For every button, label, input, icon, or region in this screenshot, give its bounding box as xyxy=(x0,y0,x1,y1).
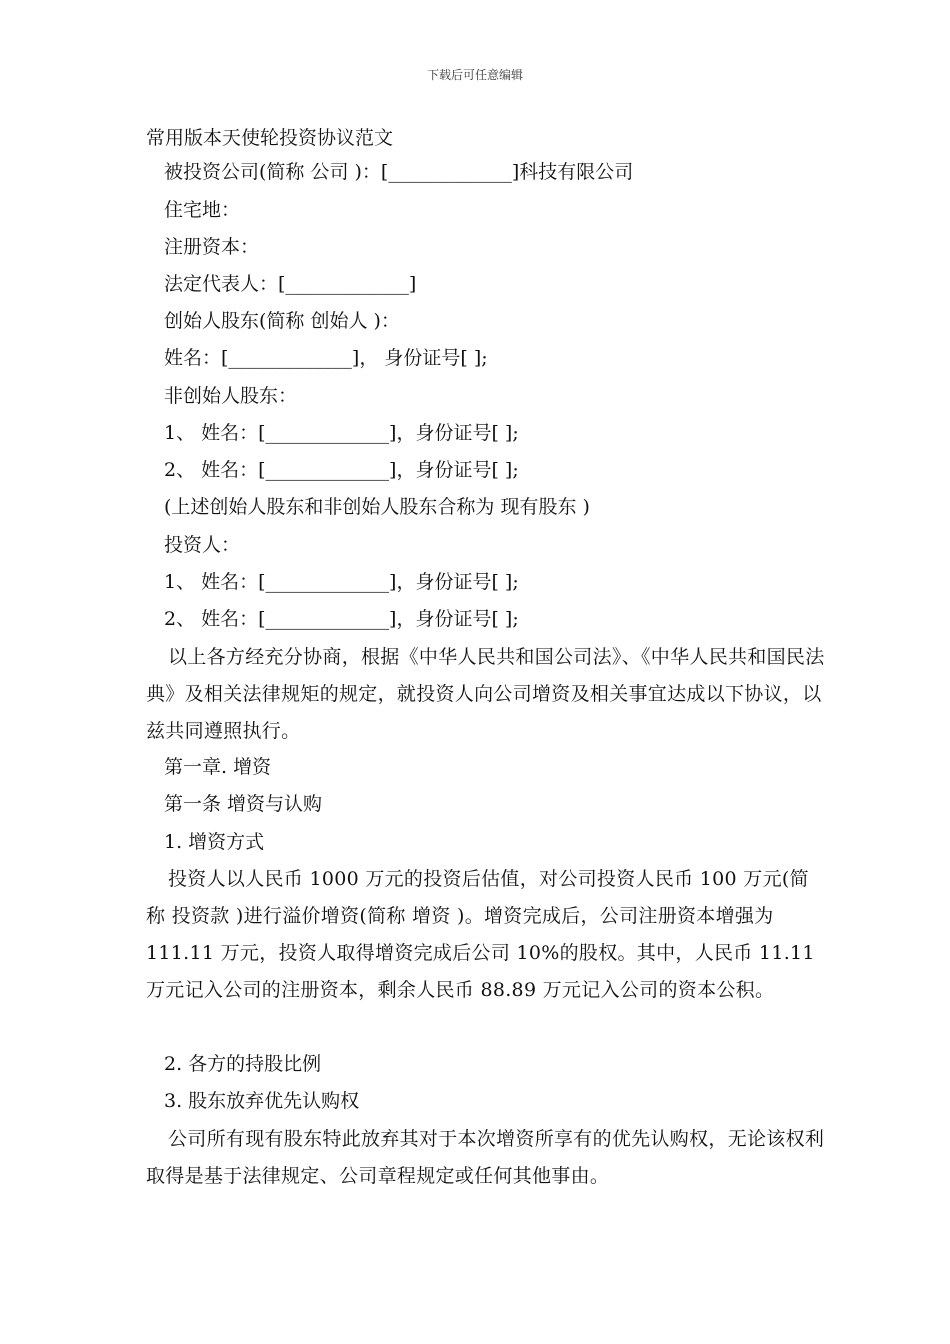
founder-name-line: 姓名：[_____________]， 身份证号[ ]; xyxy=(164,347,488,369)
article-heading: 第一条 增资与认购 xyxy=(164,793,323,815)
non-founder-1: 1、 姓名：[_____________]，身份证号[ ]; xyxy=(164,422,519,444)
investor-2: 2、 姓名：[_____________]，身份证号[ ]; xyxy=(164,608,519,630)
item-heading-2: 2. 各方的持股比例 xyxy=(164,1053,322,1075)
page-header: 下载后可任意编辑 xyxy=(426,68,523,82)
intro-paragraph: 以上各方经充分协商，根据《中华人民共和国公司法》、《中华人民共和国民法典》及相关法律规矩的规定，就投资人向公司增资及相关事宜达成以下协议，以兹共同遵照执行。 xyxy=(146,646,825,742)
legal-rep-line: 法定代表人：[_____________] xyxy=(164,273,417,295)
address-line: 住宅地： xyxy=(164,199,241,221)
shareholders-note: (上述创始人股东和非创始人股东合称为 现有股东 ) xyxy=(164,496,590,518)
party-company: 被投资公司(简称 公司 )：[_____________]科技有限公司 xyxy=(164,161,634,183)
waiver-paragraph: 公司所有现有股东特此放弃其对于本次增资所享有的优先认购权，无论该权利取得是基于法律规定、公司章程规定或任何其他事由。 xyxy=(146,1128,825,1187)
investor-heading: 投资人： xyxy=(164,534,241,556)
capital-increase-paragraph: 投资人以人民币 1000 万元的投资后估值，对公司投资人民币 100 万元(简称 投资款 )进行溢价增资(简称 增资 )。增资完成后，公司注册资本增强为 111.11 万元，投资人取得增资完成后公司 10%的股权。其中，人民币 11.11 万元记入公司的注册资本，剩余人民币 88.89 万元记入公司的资本公积。 xyxy=(146,868,815,1001)
non-founder-heading: 非创始人股东： xyxy=(164,385,298,407)
founder-heading: 创始人股东(简称 创始人 )： xyxy=(164,310,400,332)
item-heading-1: 1. 增资方式 xyxy=(164,831,265,853)
document-title: 常用版本天使轮投资协议范文 xyxy=(146,127,394,149)
non-founder-2: 2、 姓名：[_____________]，身份证号[ ]; xyxy=(164,459,519,481)
item-heading-3: 3. 股东放弃优先认购权 xyxy=(164,1090,360,1112)
chapter-heading: 第一章. 增资 xyxy=(164,756,272,778)
registered-capital-line: 注册资本： xyxy=(164,236,260,258)
investor-1: 1、 姓名：[_____________]，身份证号[ ]; xyxy=(164,571,519,593)
